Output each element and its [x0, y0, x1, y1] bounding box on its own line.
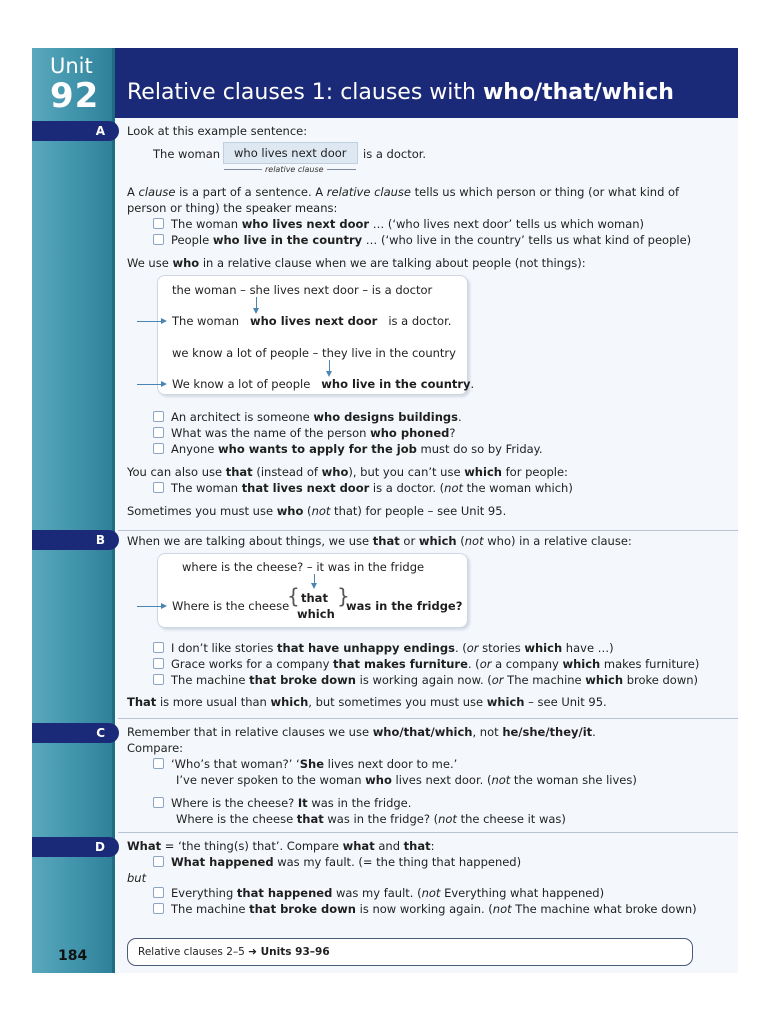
section-tab-c: C [32, 723, 119, 743]
but-label: but [127, 871, 147, 885]
box-option-which: which [297, 607, 335, 621]
arrow-right-icon [137, 321, 165, 322]
list-item: The woman that lives next door is a doctor. (not the woman which) [153, 481, 573, 495]
bullet-box-icon [153, 427, 164, 438]
list-item: What was the name of the person who phoned? [153, 426, 456, 440]
relative-clause-box [223, 142, 358, 164]
arrow-down-icon [314, 574, 315, 586]
bullet-box-icon [153, 674, 164, 685]
bullet-box-icon [153, 482, 164, 493]
box-line: Where is the cheese [172, 599, 290, 613]
section-tab-b: B [32, 530, 119, 550]
bullet-box-icon [153, 797, 164, 808]
list-item-continued: Where is the cheese that was in the fridge? (not the cheese it was) [176, 812, 566, 826]
box-line: We know a lot of people who live in the country. [172, 377, 475, 391]
list-item: ‘Who’s that woman?’ ‘She lives next door to me.’ [153, 757, 457, 771]
arrow-right-icon [137, 384, 165, 385]
section-a-intro: Look at this example sentence: [127, 124, 308, 138]
list-item: People who live in the country … (‘who live in the country’ tells us what kind of people) [153, 233, 691, 247]
compare-label: Compare: [127, 741, 184, 755]
section-d-intro: What = ‘the thing(s) that’. Compare what and that: [127, 839, 435, 853]
box-line: we know a lot of people – they live in the country [172, 346, 456, 360]
bullet-box-icon [153, 758, 164, 769]
relative-clause-label: relative clause [262, 165, 327, 174]
bullet-box-icon [153, 642, 164, 653]
cross-reference-box[interactable] [127, 938, 693, 966]
who-rule-text: We use who in a relative clause when we are talking about people (not things): [127, 256, 586, 270]
list-item: Anyone who wants to apply for the job must do so by Friday. [153, 442, 542, 456]
list-item: Everything that happened was my fault. (not Everything what happened) [153, 886, 604, 900]
bullet-box-icon [153, 234, 164, 245]
section-tab-a: A [32, 121, 119, 141]
list-item: The machine that broke down is now working again. (not The machine what broke down) [153, 902, 697, 916]
must-use-who-text: Sometimes you must use who (not that) for people – see Unit 95. [127, 504, 507, 518]
left-brace: { [287, 584, 300, 608]
definition-line-1: A clause is a part of a sentence. A relative clause tells us which person or thing (or what kind of [127, 185, 680, 199]
title-bar [115, 48, 738, 118]
arrow-down-icon [329, 360, 330, 374]
bullet-box-icon [153, 218, 164, 229]
that-more-usual-text: That is more usual than which, but sometimes you must use which – see Unit 95. [127, 695, 607, 709]
section-divider [118, 530, 738, 531]
list-item: An architect is someone who designs buildings. [153, 410, 462, 424]
section-divider [118, 832, 738, 833]
list-item: Grace works for a company that makes furniture. (or a company which makes furniture) [153, 657, 699, 671]
bullet-box-icon [153, 411, 164, 422]
bullet-box-icon [153, 903, 164, 914]
section-divider [118, 718, 738, 719]
example-before: The woman [153, 147, 221, 161]
page-number: 184 [58, 948, 88, 964]
box-line: where is the cheese? – it was in the fridge [182, 560, 425, 574]
list-item: What happened was my fault. (= the thing that happened) [153, 855, 521, 869]
page-title: Relative clauses 1: clauses with who/that/which [127, 80, 674, 105]
example-clause: who lives next door [234, 146, 347, 160]
bullet-box-icon [153, 887, 164, 898]
list-item: The machine that broke down is working again now. (or The machine which broke down) [153, 673, 698, 687]
unit-number: 92 [50, 76, 100, 116]
cross-reference-link[interactable]: Relative clauses 2–5 ➜ Units 93–96 [138, 946, 330, 958]
example-after: is a doctor. [363, 147, 427, 161]
section-b-intro: When we are talking about things, we use that or which (not who) in a relative clause: [127, 534, 632, 548]
right-brace: } [337, 584, 350, 608]
box-option-that: that [301, 591, 328, 605]
box-line: the woman – she lives next door – is a doctor [172, 283, 433, 297]
that-rule-text: You can also use that (instead of who), but you can’t use which for people: [127, 465, 568, 479]
arrow-right-icon: ➜ [248, 946, 257, 958]
bullet-box-icon [153, 658, 164, 669]
bullet-box-icon [153, 856, 164, 867]
list-item: Where is the cheese? It was in the fridge. [153, 796, 411, 810]
list-item-continued: I’ve never spoken to the woman who lives next door. (not the woman she lives) [176, 773, 637, 787]
definition-line-2: person or thing) the speaker means: [127, 201, 338, 215]
box-line: was in the fridge? [346, 599, 463, 613]
section-tab-d: D [32, 837, 119, 857]
arrow-right-icon [137, 606, 165, 607]
page [32, 48, 738, 973]
sidebar-stripe [32, 48, 115, 973]
list-item: The woman who lives next door … (‘who lives next door’ tells us which woman) [153, 217, 644, 231]
bullet-box-icon [153, 443, 164, 454]
section-c-intro: Remember that in relative clauses we use who/that/which, not he/she/they/it. [127, 725, 596, 739]
list-item: I don’t like stories that have unhappy endings. (or stories which have …) [153, 641, 614, 655]
unit-label: Unit [50, 54, 93, 78]
arrow-down-icon [256, 297, 257, 311]
box-line: The woman who lives next door is a doctor. [172, 314, 452, 328]
